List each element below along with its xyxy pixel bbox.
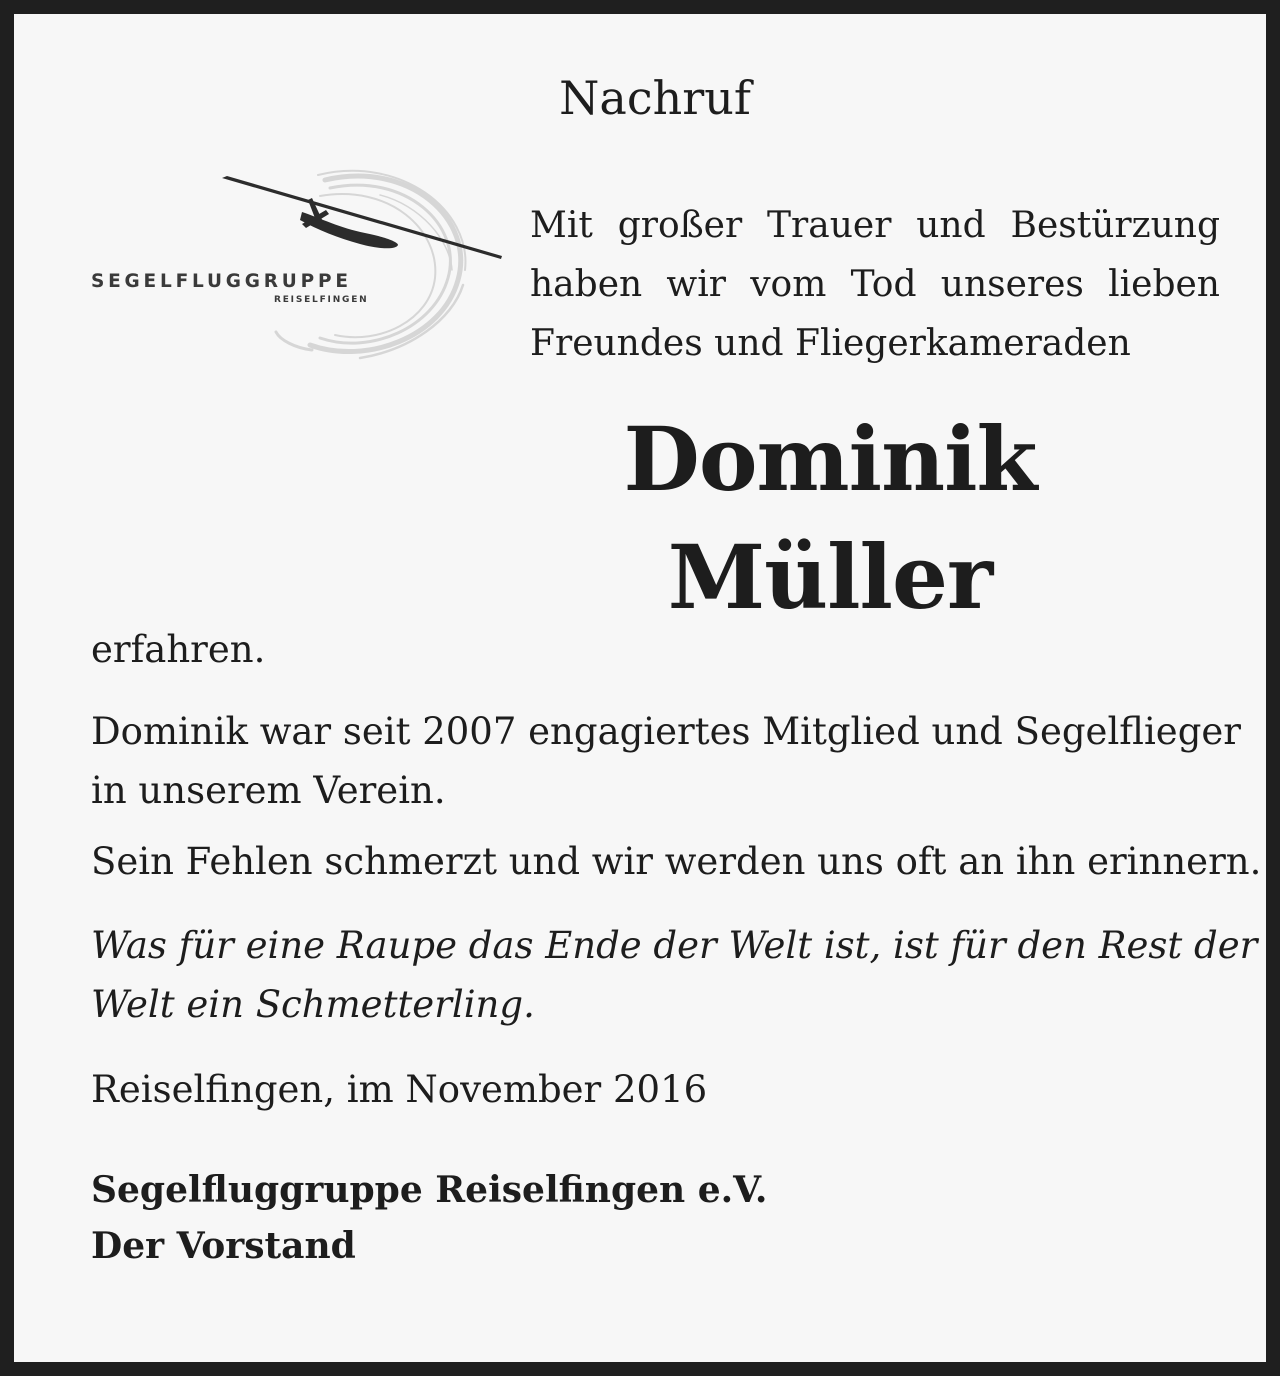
intro-line: Mit großer Trauer und Bestürzung — [530, 205, 1220, 246]
remembrance-paragraph: Sein Fehlen schmerzt und wir werden uns oft an ihn erinnern. — [91, 840, 1262, 883]
signature-block — [91, 1162, 1231, 1274]
deceased-name — [530, 400, 1130, 636]
intro-paragraph — [530, 196, 1220, 373]
logo-subtitle: REISELFINGEN — [274, 295, 369, 305]
membership-paragraph — [91, 702, 1241, 820]
signature-organization: Segelfluggruppe Reiselfingen e.V. — [91, 1169, 768, 1211]
membership-line: in unserem Verein. — [91, 769, 446, 812]
membership-line: Dominik war seit 2007 engagiertes Mitglied und Segelflieger — [91, 710, 1241, 753]
quote-paragraph — [91, 916, 1258, 1034]
intro-line: Freundes und Fliegerkameraden — [530, 323, 1131, 364]
deceased-first-name: Dominik — [623, 407, 1037, 511]
place-date: Reiselfingen, im November 2016 — [91, 1068, 708, 1111]
continuation-text: erfahren. — [91, 628, 266, 671]
quote-line: Welt ein Schmetterling. — [91, 983, 535, 1026]
quote-line: Was für eine Raupe das Ende der Welt ist, ist für den Rest der — [91, 924, 1258, 967]
club-logo — [80, 160, 520, 370]
deceased-last-name: Müller — [667, 525, 993, 629]
notice-heading: Nachruf — [559, 71, 751, 125]
logo-wordmark: SEGELFLUGGRUPPE — [91, 271, 352, 292]
glider-icon — [80, 160, 520, 370]
signature-board: Der Vorstand — [91, 1225, 356, 1267]
intro-line: haben wir vom Tod unseres lieben — [530, 264, 1220, 305]
